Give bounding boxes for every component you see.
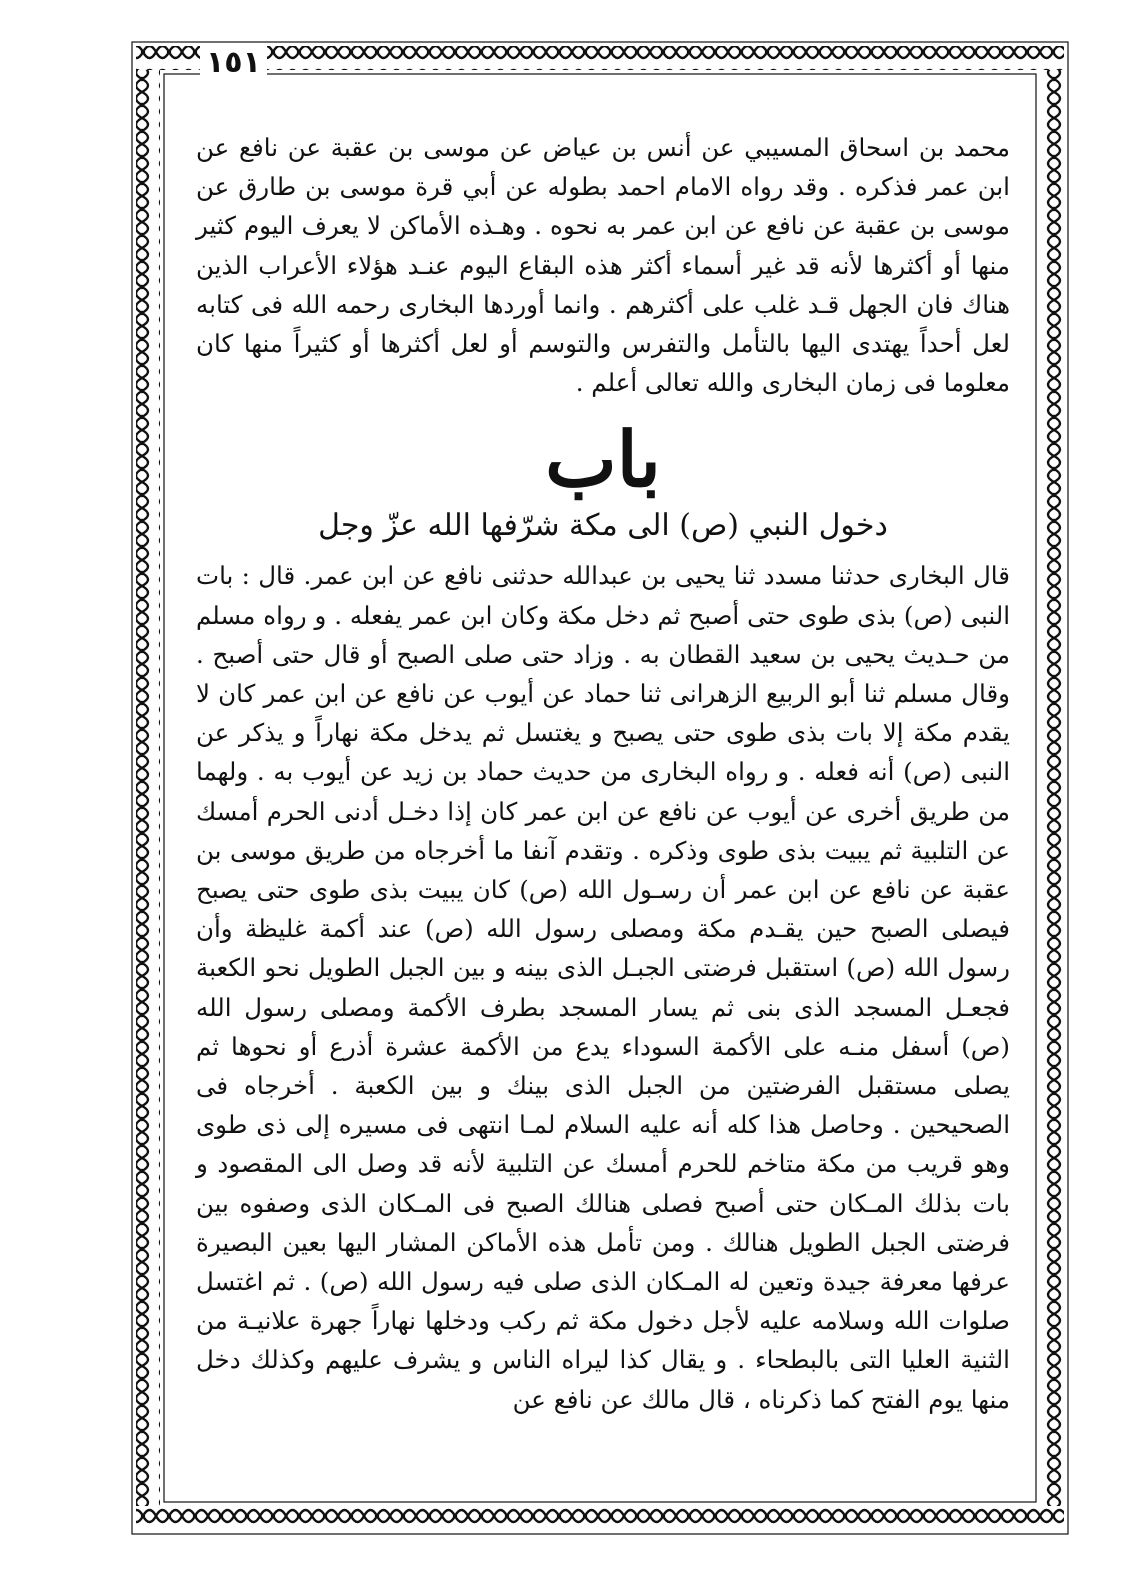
chapter-title: باب [545, 415, 661, 505]
page-content [196, 128, 1010, 1473]
chapter-heading: دخول النبي (ص) الى مكة شرّفها الله عزّ وجل [318, 508, 888, 544]
page-number: ١٥١ [200, 44, 267, 82]
intro-paragraph: محمد بن اسحاق المسيبي عن أنس بن عياض عن موسى بن عقبة عن نافع عن ابن عمر فذكره . وقد رواه الامام احمد بطوله عن أبي قرة موسى بن طارق عن موسى بن عقبة عن نافع عن ابن عمر به نحوه . وهـذه الأماكن لا يعرف اليوم كثير منها أو أكثرها لأنه قد غير أسماء أكثر هذه البقاع اليوم عنـد هؤلاء الأعراب الذين هناك فان الجهل قـد غلب على أكثرهم . وانما أوردها البخارى رحمه الله فى كتابه لعل أحداً يهتدى اليها بالتأمل والتفرس والتوسم أو لعل أكثرها أو كثيراً منها كان معلوما فى زمان البخارى والله تعالى أعلم . [196, 133, 1010, 398]
body-paragraph: قال البخارى حدثنا مسدد ثنا يحيى بن عبدالله حدثنى نافع عن ابن عمر. قال : بات النبى (ص) بذى طوى حتى أصبح ثم دخل مكة وكان ابن عمر يفعله . و رواه مسلم من حـديث يحيى بن سعيد القطان به . وزاد حتى صلى الصبح أو قال حتى أصبح . وقال مسلم ثنا أبو الربيع الزهرانى ثنا حماد عن أيوب عن نافع عن ابن عمر كان لا يقدم مكة إلا بات بذى طوى حتى يصبح و يغتسل ثم يدخل مكة نهاراً و يذكر عن النبى (ص) أنه فعله . و رواه البخارى من حديث حماد بن زيد عن أيوب به . ولهما من طريق أخرى عن أيوب عن نافع عن ابن عمر كان إذا دخـل أدنى الحرم أمسك عن التلبية ثم يبيت بذى طوى وذكره . وتقدم آنفا ما أخرجاه من طريق موسى بن عقبة عن نافع عن ابن عمر أن رسـول الله (ص) كان يبيت بذى طوى حتى يصبح فيصلى الصبح حين يقـدم مكة ومصلى رسول الله (ص) عند أكمة غليظة وأن رسول الله (ص) استقبل فرضتى الجبـل الذى بينه و بين الجبل الطويل نحو الكعبة فجعـل المسجد الذى بنى ثم يسار المسجد بطرف الأكمة ومصلى رسول الله (ص) أسفل منـه على الأكمة السوداء يدع من الأكمة عشرة أذرع أو نحوها ثم يصلى مستقبل الفرضتين من الجبل الذى بينك و بين الكعبة . أخرجاه فى الصحيحين . وحاصل هذا كله أنه عليه السلام لمـا انتهى فى مسيره إلى ذى طوى وهو قريب من مكة متاخم للحرم أمسك عن التلبية لأنه قد وصل الى المقصود و بات بذلك المـكان حتى أصبح فصلى هنالك الصبح فى المـكان الذى وصفوه بين فرضتى الجبل الطويل هنالك . ومن تأمل هذه الأماكن المشار اليها بعين البصيرة عرفها معرفة جيدة وتعين له المـكان الذى صلى فيه رسول الله (ص) . ثم اغتسل صلوات الله وسلامه عليه لأجل دخول مكة ثم ركب ودخلها نهاراً جهرة علانيـة من الثنية العليا التى بالبطحاء . و يقال كذا ليراه الناس و يشرف عليهم وكذلك دخل منها يوم الفتح كما ذكرناه ، قال مالك عن نافع عن [196, 561, 1010, 1414]
